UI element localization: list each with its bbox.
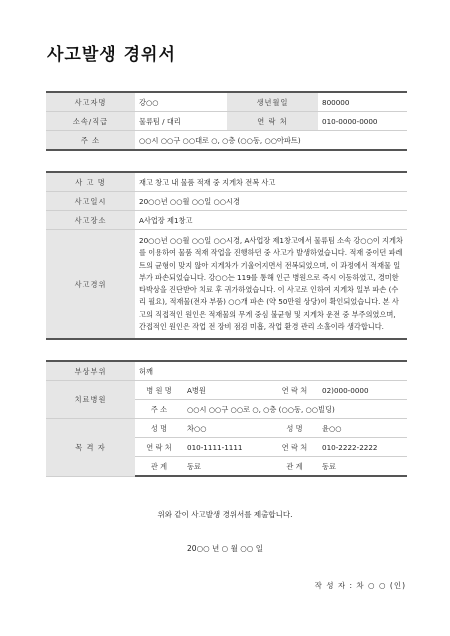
witness2-contact-value: 010-2222-2222	[318, 438, 407, 457]
submission-date: 20○○ 년 ○ 월 ○○ 일	[187, 544, 263, 553]
accident-place-value: A사업장 제1창고	[135, 211, 407, 230]
witness2-relation-value: 동료	[318, 457, 407, 477]
row-person-address	[46, 131, 407, 151]
witness2-name-value: 윤○○	[318, 419, 407, 438]
submission-statement: 위와 같이 사고발생 경위서를 제출합니다.	[157, 510, 293, 519]
witness1-relation-label: 관 계	[135, 457, 183, 477]
address-value: ○○시 ○○구 ○○대로 ○, ○층 (○○동, ○○아파트)	[135, 131, 407, 151]
name-value: 강○○	[135, 92, 227, 112]
accident-datetime-label: 사고일시	[46, 192, 135, 211]
hospital-address-label: 주 소	[135, 400, 183, 419]
name-label: 사고자명	[46, 92, 135, 112]
row-witness-name	[46, 419, 407, 438]
birth-value: 800000	[318, 92, 407, 112]
contact-value: 010-0000-0000	[318, 112, 407, 131]
witness1-contact-value: 010-1111-1111	[183, 438, 271, 457]
row-accident-detail	[46, 230, 407, 340]
hospital-label: 치료병원	[46, 381, 135, 419]
hospital-name-label: 병 원 명	[135, 381, 183, 400]
row-accident-datetime	[46, 192, 407, 211]
accident-datetime-value: 20○○년 ○○월 ○○일 ○○시경	[135, 192, 407, 211]
witness2-name-label: 성 명	[271, 419, 318, 438]
row-accident-place	[46, 211, 407, 230]
document-title: 사고발생 경위서	[47, 45, 176, 65]
witness1-relation-value: 동료	[183, 457, 271, 477]
address-label: 주 소	[46, 131, 135, 151]
witness-label: 목 격 자	[46, 419, 135, 477]
witness1-name-label: 성 명	[135, 419, 183, 438]
birth-label: 생년월일	[227, 92, 318, 112]
hospital-address-value: ○○시 ○○구 ○○로 ○, ○층 (○○동, ○○빌딩)	[183, 400, 407, 419]
accident-title-value: 재고 창고 내 물품 적재 중 지게차 전복 사고	[135, 172, 407, 192]
injury-value: 허깨	[135, 361, 407, 381]
row-injury	[46, 361, 407, 381]
row-person-name	[46, 92, 407, 112]
accident-title-label: 사 고 명	[46, 172, 135, 192]
accident-place-label: 사고장소	[46, 211, 135, 230]
hospital-contact-value: 02)000-0000	[318, 381, 407, 400]
author-signature-line: 작 성 자 : 차 ○ ○ (인)	[314, 581, 406, 590]
accident-detail-value: 20○○년 ○○월 ○○일 ○○시경, A사업장 제1창고에서 물류팀 소속 강○○이 지게차를 이용하여 물품 적재 작업을 진행하던 중 사고가 발생하였습니다. 적재 중이던 파레트의 균형이 맞지 않아 지게차가 기울어지면서 전복되었으며, 이 과정에서 적재물 일부가 파손되었습니다. 강○○는 119를 통해 인근 병원으로 즉시 이동하였고, 경미한 타박상을 진단받아 치료 후 귀가하였습니다. 이 사고로 인하여 지게차 일부 파손 (수리 필요), 적재물(전자 부품) ○○개 파손 (약 50만원 상당)이 확인되었습니다. 본 사고의 직접적인 원인은 적재물의 무게 중심 불균형 및 지게차 운전 중 부주의였으며, 간접적인 원인은 작업 전 장비 점검 미흡, 작업 환경 관리 소홀이라 생각합니다.	[135, 230, 407, 340]
accident-detail-label: 사고경위	[46, 230, 135, 340]
contact-label: 연 락 처	[227, 112, 318, 131]
witness2-contact-label: 연 락 처	[271, 438, 318, 457]
witness1-name-value: 차○○	[183, 419, 271, 438]
hospital-name-value: A병원	[183, 381, 271, 400]
row-accident-title	[46, 172, 407, 192]
hospital-contact-label: 연 락 처	[271, 381, 318, 400]
witness1-contact-label: 연 락 처	[135, 438, 183, 457]
injury-label: 부상부위	[46, 361, 135, 381]
witness2-relation-label: 관 계	[271, 457, 318, 477]
report-form-table	[46, 91, 407, 477]
dept-value: 물류팀 / 대리	[135, 112, 227, 131]
dept-label: 소속/직급	[46, 112, 135, 131]
row-hospital-name	[46, 381, 407, 400]
row-person-dept	[46, 112, 407, 131]
